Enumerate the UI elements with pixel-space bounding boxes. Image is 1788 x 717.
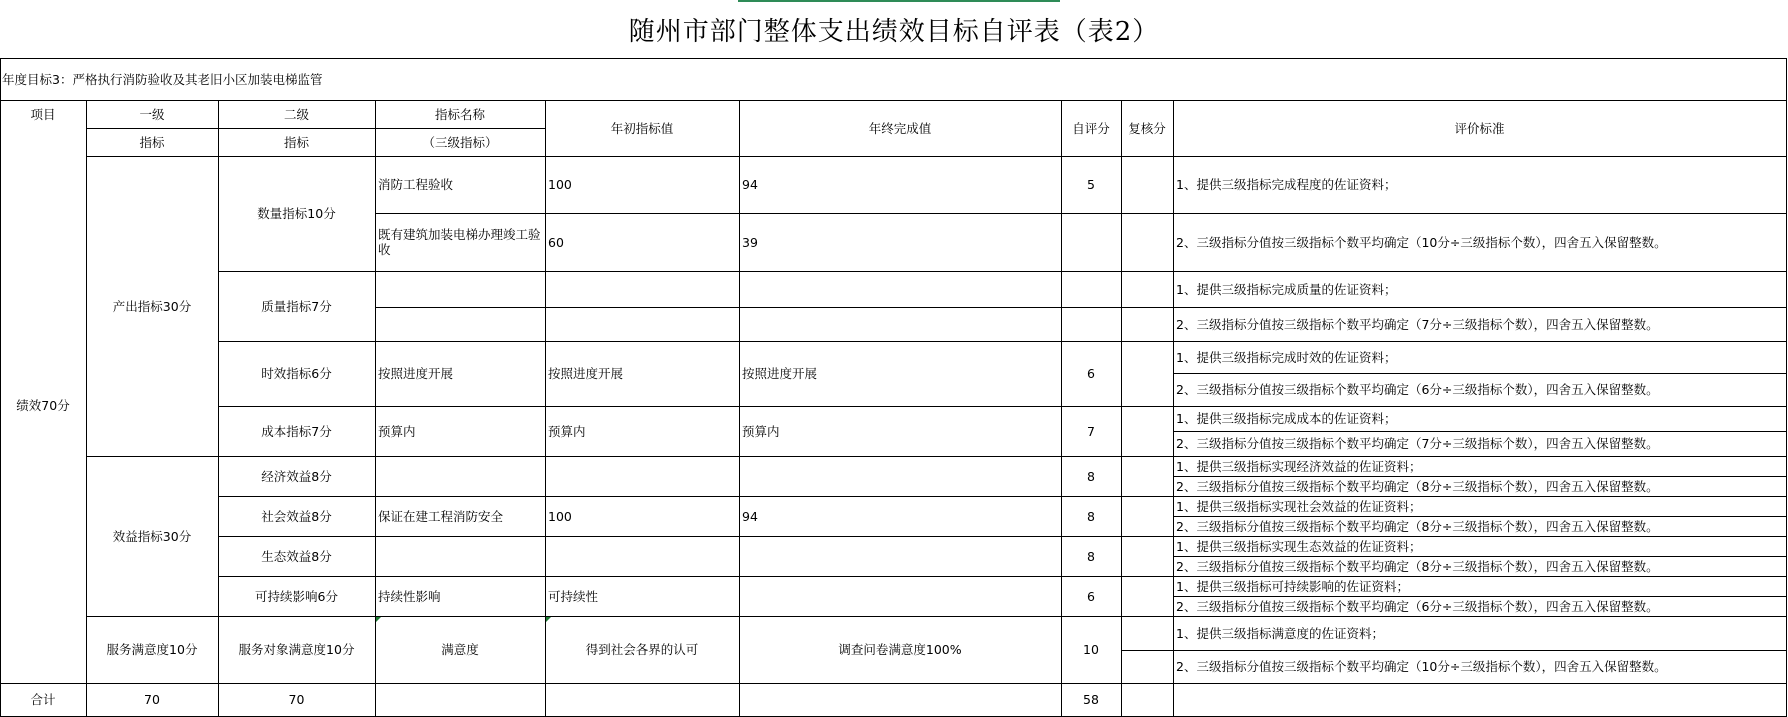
table-cell: 10 — [1083, 642, 1099, 657]
table-cell: 保证在建工程消防安全 — [378, 508, 504, 524]
criteria-text: 2、三级指标分值按三级指标个数平均确定（7分÷三级指标个数），四舍五入保留整数。 — [1176, 436, 1659, 451]
criteria-text: 2、三级指标分值按三级指标个数平均确定（6分÷三级指标个数），四舍五入保留整数。 — [1176, 382, 1659, 397]
header-project: 项目 — [30, 106, 56, 122]
table-cell: 持续性影响 — [378, 588, 441, 604]
sustain-indicator: 可持续影响6分 — [255, 588, 338, 604]
table-cell: 94 — [742, 508, 758, 524]
header-level1: 一级 — [139, 106, 165, 122]
table-cell: 8 — [1087, 468, 1095, 484]
total-level2: 70 — [288, 692, 305, 707]
quality-indicator: 质量指标7分 — [261, 298, 332, 314]
table-cell: 调查问卷满意度100% — [838, 642, 962, 657]
header-indicator-name: 指标名称 — [434, 106, 485, 122]
criteria-text: 1、提供三级指标实现社会效益的佐证资料； — [1176, 498, 1422, 514]
header-final-value: 年终完成值 — [868, 120, 932, 136]
table-cell: 100 — [548, 508, 572, 524]
criteria-text: 2、三级指标分值按三级指标个数平均确定（10分÷三级指标个数），四舍五入保留整数。 — [1176, 234, 1667, 250]
ecological-indicator: 生态效益8分 — [261, 548, 332, 564]
header-indicator-name-sub: （三级指标） — [422, 134, 498, 150]
criteria-text: 1、提供三级指标完成程度的佐证资料； — [1176, 177, 1397, 192]
page-title: 随州市部门整体支出绩效目标自评表（表2） — [628, 16, 1160, 47]
header-level2-sub: 指标 — [283, 134, 309, 150]
timeliness-indicator: 时效指标6分 — [261, 366, 332, 381]
perf-category: 绩效70分 — [16, 398, 70, 413]
table-cell: 满意度 — [441, 642, 479, 657]
header-self-score: 自评分 — [1072, 120, 1110, 136]
criteria-text: 1、提供三级指标完成成本的佐证资料； — [1176, 411, 1397, 426]
criteria-text: 2、三级指标分值按三级指标个数平均确定（8分÷三级指标个数），四舍五入保留整数。 — [1176, 478, 1659, 494]
table-cell: 8 — [1087, 508, 1095, 524]
criteria-text: 1、提供三级指标实现经济效益的佐证资料； — [1176, 458, 1422, 474]
table-cell: 按照进度开展 — [378, 366, 454, 381]
criteria-text: 2、三级指标分值按三级指标个数平均确定（6分÷三级指标个数），四舍五入保留整数。 — [1176, 598, 1659, 614]
social-indicator: 社会效益8分 — [261, 508, 332, 524]
criteria-text: 1、提供三级指标可持续影响的佐证资料； — [1176, 578, 1409, 594]
table-cell: 既有建筑加装电梯办理竣工验收 — [378, 227, 541, 257]
table-cell: 预算内 — [548, 423, 586, 439]
economic-indicator: 经济效益8分 — [261, 468, 332, 484]
table-cell: 预算内 — [378, 423, 416, 439]
criteria-text: 2、三级指标分值按三级指标个数平均确定（8分÷三级指标个数），四舍五入保留整数。 — [1176, 518, 1659, 534]
comment-marker-icon — [546, 617, 551, 622]
table-cell: 94 — [742, 177, 758, 192]
table-cell: 39 — [742, 234, 758, 250]
criteria-text: 1、提供三级指标完成质量的佐证资料； — [1176, 281, 1397, 297]
benefit-indicator: 效益指标30分 — [112, 528, 192, 544]
table-cell: 按照进度开展 — [548, 366, 624, 381]
total-level1: 70 — [144, 692, 160, 707]
table-cell: 消防工程验收 — [378, 177, 454, 192]
table-cell: 预算内 — [742, 423, 780, 439]
output-indicator: 产出指标30分 — [112, 298, 192, 314]
table-cell: 8 — [1087, 548, 1095, 564]
header-level1-sub: 指标 — [139, 134, 165, 150]
header-level2: 二级 — [283, 106, 309, 122]
satisfaction-object-indicator: 服务对象满意度10分 — [238, 642, 355, 657]
table-cell: 6 — [1087, 588, 1095, 604]
total-score: 58 — [1083, 692, 1099, 707]
header-initial-value: 年初指标值 — [610, 120, 674, 136]
total-label: 合计 — [30, 692, 56, 707]
criteria-text: 1、提供三级指标完成时效的佐证资料； — [1176, 349, 1397, 365]
criteria-text: 2、三级指标分值按三级指标个数平均确定（7分÷三级指标个数），四舍五入保留整数。 — [1176, 316, 1659, 332]
comment-marker-icon — [376, 617, 381, 622]
table-cell: 7 — [1087, 423, 1095, 439]
annual-goal: 年度目标3：严格执行消防验收及其老旧小区加装电梯监管 — [2, 72, 323, 87]
table-cell: 6 — [1087, 366, 1095, 381]
table-cell: 得到社会各界的认可 — [585, 642, 699, 657]
criteria-text: 2、三级指标分值按三级指标个数平均确定（10分÷三级指标个数），四舍五入保留整数。 — [1176, 659, 1667, 674]
header-review-score: 复核分 — [1128, 120, 1166, 136]
table-cell: 按照进度开展 — [742, 366, 818, 381]
table-cell: 5 — [1087, 177, 1095, 192]
table-cell: 60 — [548, 234, 564, 250]
header-criteria: 评价标准 — [1454, 120, 1505, 136]
table-cell: 可持续性 — [548, 588, 599, 604]
criteria-text: 1、提供三级指标满意度的佐证资料； — [1176, 625, 1384, 641]
service-indicator: 服务满意度10分 — [106, 642, 198, 657]
criteria-text: 2、三级指标分值按三级指标个数平均确定（8分÷三级指标个数），四舍五入保留整数。 — [1176, 558, 1659, 574]
cost-indicator: 成本指标7分 — [261, 423, 332, 439]
criteria-text: 1、提供三级指标实现生态效益的佐证资料； — [1176, 538, 1422, 554]
quantity-indicator: 数量指标10分 — [257, 206, 336, 221]
table-cell: 100 — [548, 177, 572, 192]
